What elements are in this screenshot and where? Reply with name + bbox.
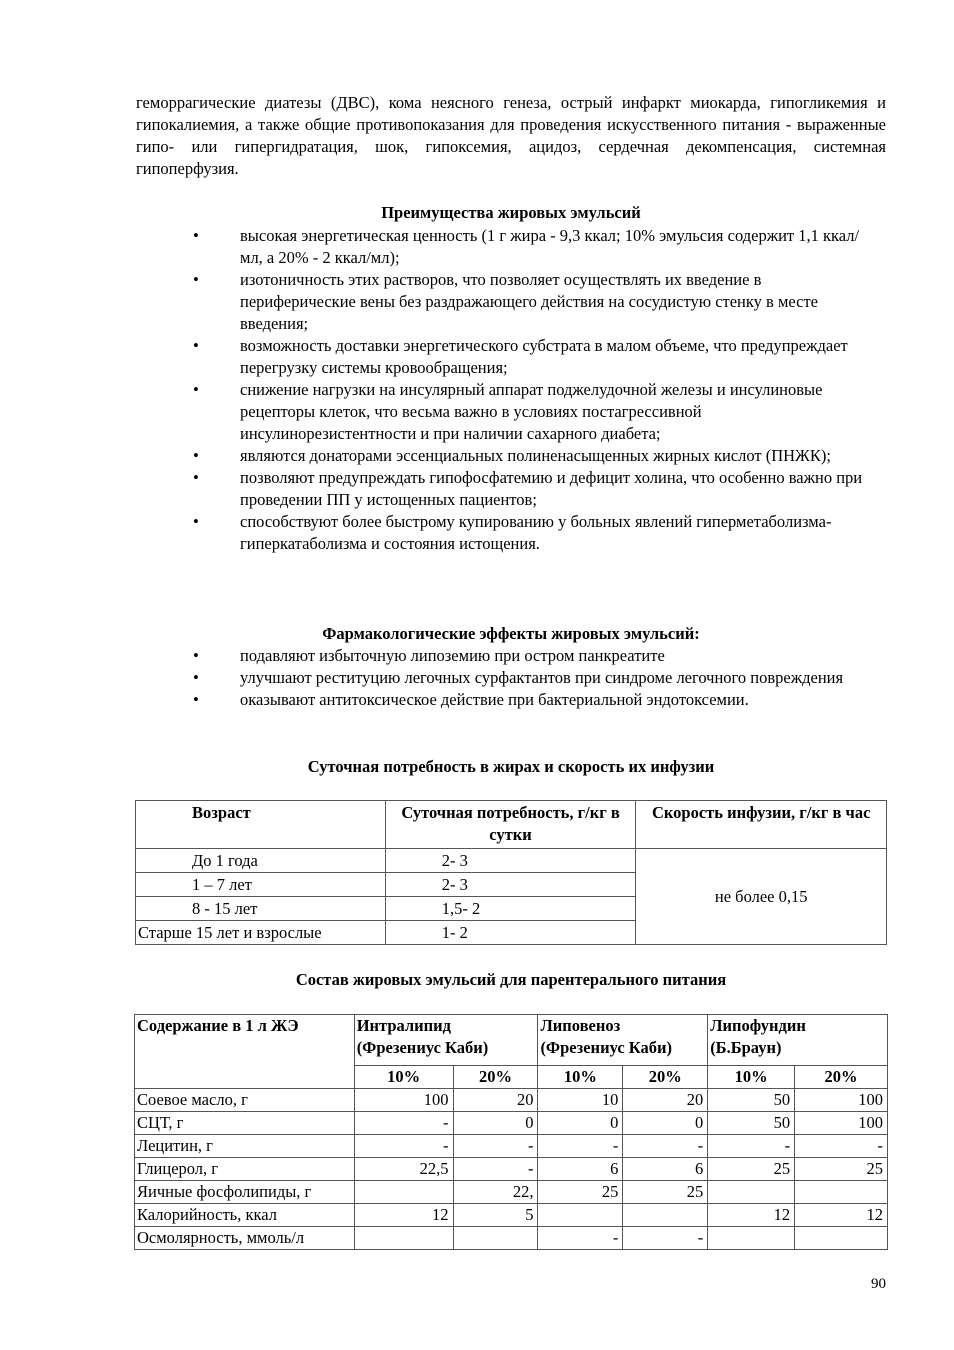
- header-content: Содержание в 1 л ЖЭ: [135, 1015, 355, 1089]
- value-cell: -: [538, 1135, 623, 1158]
- table-row: [135, 1227, 888, 1250]
- list-item: [136, 511, 876, 555]
- product-maker: (Б.Браун): [710, 1038, 782, 1057]
- value-cell: 25: [708, 1158, 795, 1181]
- list-item: [136, 269, 876, 335]
- value-cell: -: [623, 1135, 708, 1158]
- value-cell: [354, 1181, 453, 1204]
- value-cell: 22,5: [354, 1158, 453, 1181]
- subheader-cell: 10%: [538, 1066, 623, 1089]
- list-item: [136, 645, 876, 667]
- header-lipofundin: [708, 1015, 888, 1066]
- product-maker: (Фрезениус Каби): [356, 1038, 489, 1057]
- table-row: [135, 1112, 888, 1135]
- subheader-cell: 10%: [708, 1066, 795, 1089]
- row-label: Осмолярность, ммоль/л: [135, 1227, 355, 1250]
- table-row: [135, 1204, 888, 1227]
- value-cell: -: [538, 1227, 623, 1250]
- value-cell: 50: [708, 1112, 795, 1135]
- value-cell: 0: [453, 1112, 538, 1135]
- value-cell: 100: [795, 1112, 888, 1135]
- subheader-cell: 20%: [795, 1066, 888, 1089]
- list-item-text: способствуют более быстрому купированию у больных явлений гиперметаболизма-гиперкатаболизма и состояния истощения.: [240, 512, 832, 553]
- value-cell: 6: [623, 1158, 708, 1181]
- value-cell: -: [708, 1135, 795, 1158]
- value-cell: [623, 1204, 708, 1227]
- list-item: [136, 335, 876, 379]
- value-cell: 25: [538, 1181, 623, 1204]
- header-age: Возраст: [136, 801, 386, 849]
- list-item-text: изотоничность этих растворов, что позволяет осуществлять их введение в периферические вены без раздражающего действия на сосудистую стенку в месте введения;: [240, 270, 818, 333]
- product-name: Интралипид: [356, 1016, 452, 1035]
- list-item: [136, 225, 876, 269]
- need-cell: 1- 2: [385, 921, 636, 945]
- table-header-row: [135, 1015, 888, 1066]
- value-cell: 5: [453, 1204, 538, 1227]
- bullet-icon: •: [193, 468, 199, 487]
- value-cell: 0: [538, 1112, 623, 1135]
- bullet-icon: •: [193, 336, 199, 355]
- age-cell: 8 - 15 лет: [136, 897, 386, 921]
- list-item-text: снижение нагрузки на инсулярный аппарат поджелудочной железы и инсулиновые рецепторы клеток, что весьма важно в условиях постагрессивной инсулинорезистентности и при наличии сахарного диабета;: [240, 380, 823, 443]
- value-cell: 12: [708, 1204, 795, 1227]
- list-item-text: высокая энергетическая ценность (1 г жира - 9,3 ккал; 10% эмульсия содержит 1,1 ккал/мл, а 20% - 2 ккал/мл);: [240, 226, 860, 267]
- row-label: Лецитин, г: [135, 1135, 355, 1158]
- age-cell: Старше 15 лет и взрослые: [136, 921, 386, 945]
- value-cell: 100: [795, 1089, 888, 1112]
- value-cell: 12: [795, 1204, 888, 1227]
- value-cell: 20: [453, 1089, 538, 1112]
- header-lipovenoz: [538, 1015, 708, 1066]
- value-cell: -: [354, 1112, 453, 1135]
- row-label: СЦТ, г: [135, 1112, 355, 1135]
- bullet-icon: •: [193, 512, 199, 531]
- composition-body: [135, 1089, 888, 1250]
- row-label: Калорийность, ккал: [135, 1204, 355, 1227]
- row-label: Соевое масло, г: [135, 1089, 355, 1112]
- table-header-row: [136, 801, 887, 849]
- value-cell: -: [354, 1135, 453, 1158]
- subheader-cell: 20%: [453, 1066, 538, 1089]
- value-cell: [795, 1227, 888, 1250]
- list-item-text: возможность доставки энергетического субстрата в малом объеме, что предупреждает перегрузку системы кровообращения;: [240, 336, 848, 377]
- value-cell: 100: [354, 1089, 453, 1112]
- header-intralipid: [354, 1015, 538, 1066]
- effects-heading: Фармакологические эффекты жировых эмульсий:: [322, 624, 700, 643]
- bullet-icon: •: [193, 226, 199, 245]
- age-cell: 1 – 7 лет: [136, 873, 386, 897]
- need-cell: 2- 3: [385, 849, 636, 873]
- list-item: [136, 667, 876, 689]
- table1-title: Суточная потребность в жирах и скорость их инфузии: [307, 757, 715, 776]
- value-cell: -: [453, 1158, 538, 1181]
- value-cell: [453, 1227, 538, 1250]
- emulsion-composition-table: [134, 1014, 888, 1250]
- value-cell: 25: [795, 1158, 888, 1181]
- list-item: [136, 689, 876, 711]
- list-item: [136, 379, 876, 445]
- bullet-icon: •: [193, 380, 199, 399]
- list-item: [136, 467, 876, 511]
- value-cell: 50: [708, 1089, 795, 1112]
- header-infusion-rate: Скорость инфузии, г/кг в час: [636, 801, 887, 849]
- effects-list: [136, 645, 876, 711]
- bullet-icon: •: [193, 668, 199, 687]
- subheader-cell: 10%: [354, 1066, 453, 1089]
- value-cell: [795, 1181, 888, 1204]
- product-name: Липовеноз: [540, 1016, 621, 1035]
- bullet-icon: •: [193, 690, 199, 709]
- advantages-list: [136, 225, 876, 555]
- header-daily-need: Суточная потребность, г/кг в сутки: [385, 801, 636, 849]
- value-cell: -: [795, 1135, 888, 1158]
- value-cell: -: [453, 1135, 538, 1158]
- product-name: Липофундин: [710, 1016, 806, 1035]
- table-row: [135, 1181, 888, 1204]
- value-cell: 12: [354, 1204, 453, 1227]
- value-cell: 22,: [453, 1181, 538, 1204]
- row-label: Глицерол, г: [135, 1158, 355, 1181]
- table-row: [135, 1135, 888, 1158]
- rate-cell: не более 0,15: [636, 849, 887, 945]
- value-cell: 20: [623, 1089, 708, 1112]
- table-row: [135, 1089, 888, 1112]
- value-cell: -: [623, 1227, 708, 1250]
- subheader-cell: 20%: [623, 1066, 708, 1089]
- value-cell: [708, 1227, 795, 1250]
- product-maker: (Фрезениус Каби): [540, 1038, 673, 1057]
- list-item-text: оказывают антитоксическое действие при бактериальной эндотоксемии.: [240, 690, 749, 709]
- intro-paragraph: геморрагические диатезы (ДВС), кома неясного генеза, острый инфаркт миокарда, гипогликемия и гипокалиемия, а также общие противопоказания для проведения искусственного питания - выраженные гипо- или гипергидратация, шок, гипоксемия, ацидоз, сердечная декомпенсация, системная гипоперфузия.: [136, 93, 886, 178]
- advantages-heading: Преимущества жировых эмульсий: [381, 203, 641, 222]
- value-cell: [354, 1227, 453, 1250]
- table-row: [136, 849, 887, 873]
- value-cell: 25: [623, 1181, 708, 1204]
- list-item: [136, 445, 876, 467]
- age-cell: До 1 года: [136, 849, 386, 873]
- value-cell: 10: [538, 1089, 623, 1112]
- bullet-icon: •: [193, 646, 199, 665]
- list-item-text: улучшают реституцию легочных сурфактантов при синдроме легочного повреждения: [240, 668, 844, 687]
- value-cell: 0: [623, 1112, 708, 1135]
- fat-requirements-table: [135, 800, 887, 945]
- bullet-icon: •: [193, 270, 199, 289]
- list-item-text: подавляют избыточную липоземию при остром панкреатите: [240, 646, 665, 665]
- table2-title: Состав жировых эмульсий для парентерального питания: [295, 970, 727, 989]
- table-row: [135, 1158, 888, 1181]
- need-cell: 1,5- 2: [385, 897, 636, 921]
- value-cell: 6: [538, 1158, 623, 1181]
- page-number: 90: [871, 1276, 886, 1292]
- need-cell: 2- 3: [385, 873, 636, 897]
- value-cell: [538, 1204, 623, 1227]
- list-item-text: являются донаторами эссенциальных полиненасыщенных жирных кислот (ПНЖК);: [240, 446, 831, 465]
- bullet-icon: •: [193, 446, 199, 465]
- list-item-text: позволяют предупреждать гипофосфатемию и дефицит холина, что особенно важно при проведении ПП у истощенных пациентов;: [240, 468, 863, 509]
- row-label: Яичные фосфолипиды, г: [135, 1181, 355, 1204]
- value-cell: [708, 1181, 795, 1204]
